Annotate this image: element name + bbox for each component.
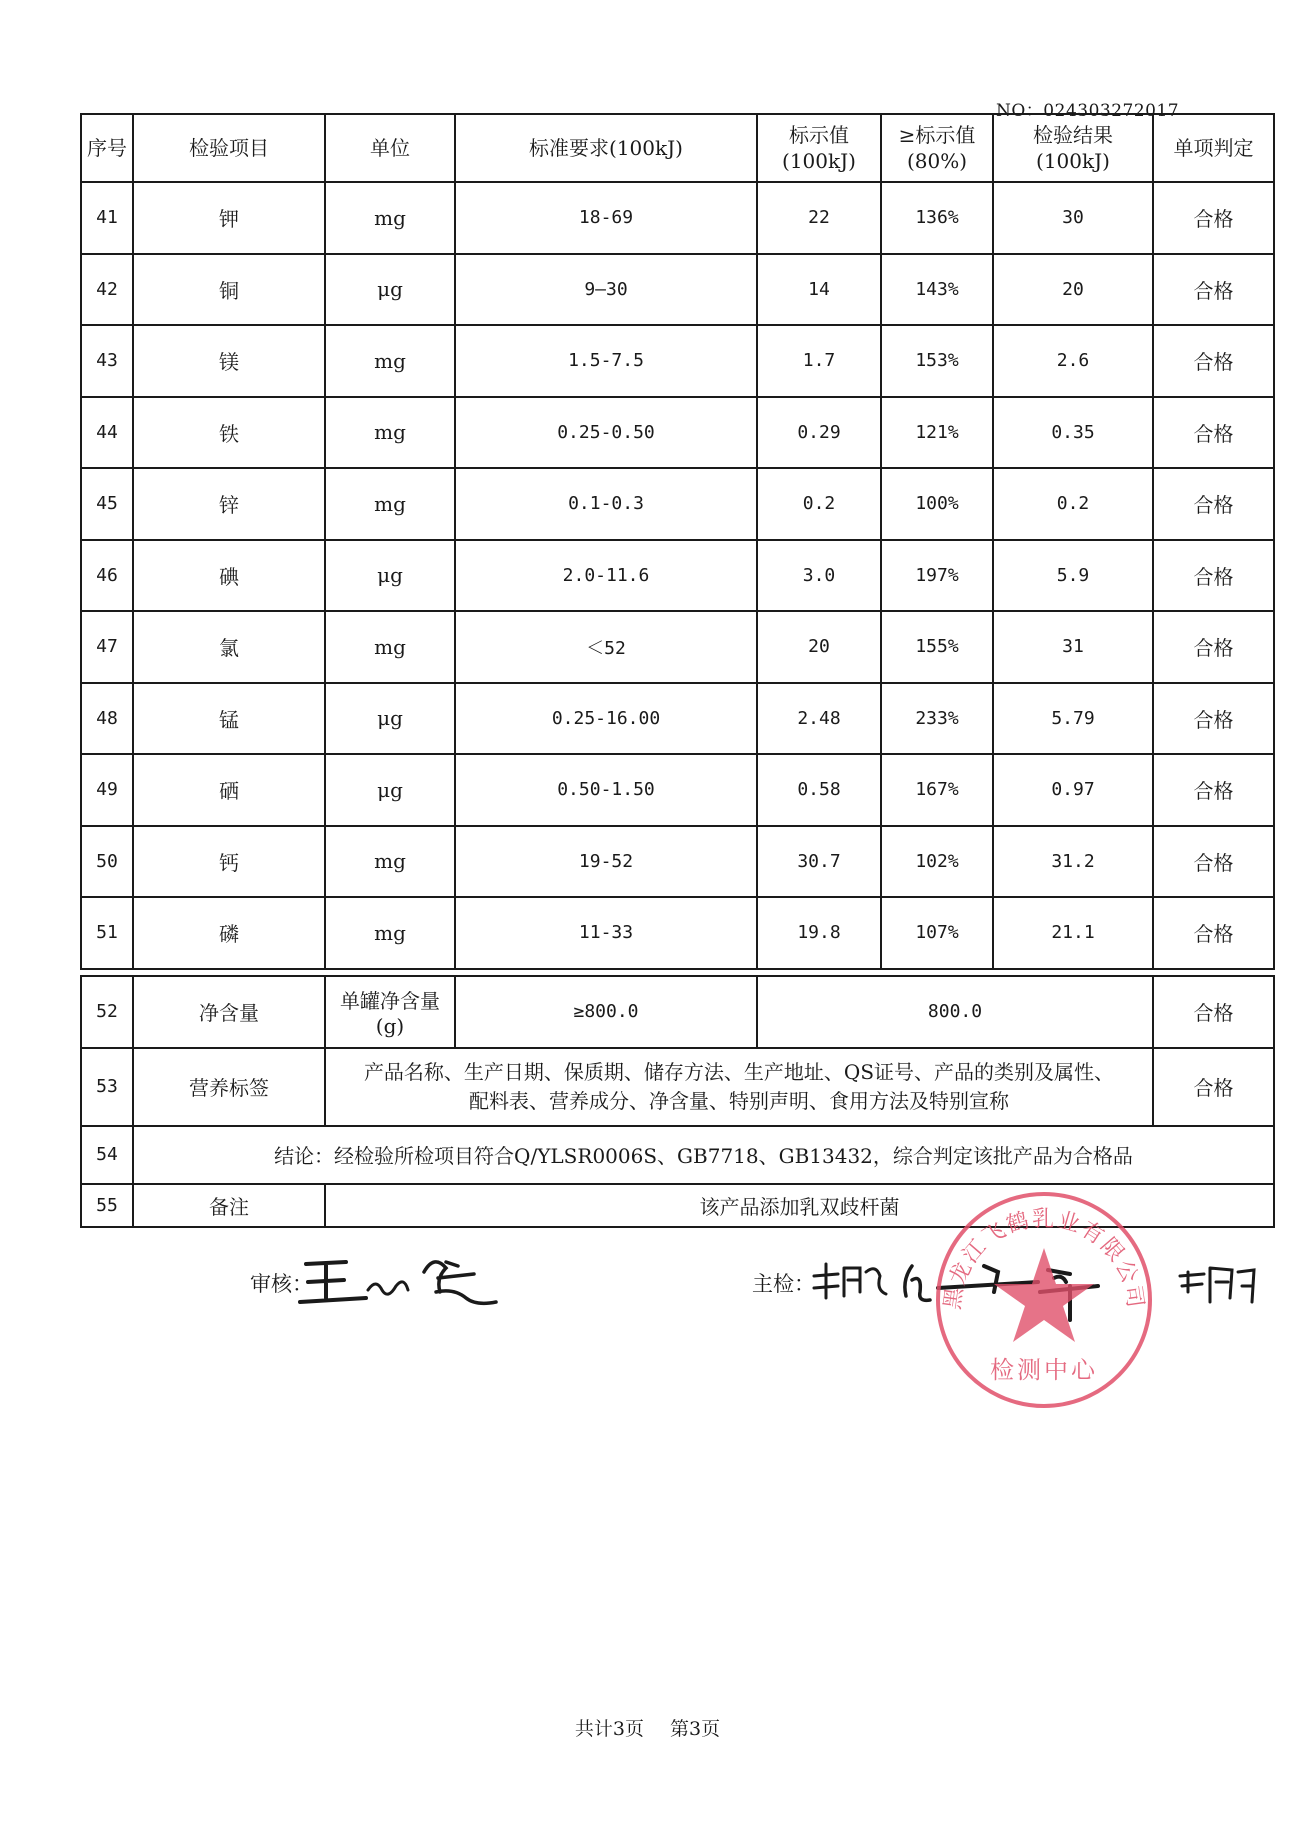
ratio-cell: 167% — [881, 754, 993, 826]
result-cell: 31.2 — [993, 826, 1153, 898]
label-value-cell: 0.29 — [757, 397, 881, 469]
seq-cell: 51 — [81, 897, 133, 969]
table-row — [81, 254, 1274, 326]
judgment-cell: 合格 — [1153, 754, 1274, 826]
current-page: 第3页 — [670, 1718, 721, 1740]
header-unit: 单位 — [325, 114, 455, 182]
seq-cell: 41 — [81, 182, 133, 254]
seq-cell: 50 — [81, 826, 133, 898]
header-seq: 序号 — [81, 114, 133, 182]
label-value-cell: 2.48 — [757, 683, 881, 755]
label-value-cell: 14 — [757, 254, 881, 326]
item-cell: 锰 — [133, 683, 325, 755]
table-row — [81, 754, 1274, 826]
header-item: 检验项目 — [133, 114, 325, 182]
unit-cell: μg — [325, 254, 455, 326]
table-row — [81, 397, 1274, 469]
ratio-cell: 233% — [881, 683, 993, 755]
standard-cell: 9—30 — [455, 254, 757, 326]
item-cell: 营养标签 — [133, 1048, 325, 1126]
ratio-cell: 121% — [881, 397, 993, 469]
label-requirements-line-1: 产品名称、生产日期、保质期、储存方法、生产地址、QS证号、产品的类别及属性、 — [363, 1059, 1115, 1084]
table-row-54 — [81, 1126, 1274, 1184]
seq-cell: 54 — [81, 1126, 133, 1184]
seq-cell: 45 — [81, 468, 133, 540]
table-row — [81, 468, 1274, 540]
unit-cell: μg — [325, 540, 455, 612]
judgment-cell: 合格 — [1153, 683, 1274, 755]
unit-cell: mg — [325, 897, 455, 969]
label-value-cell: 19.8 — [757, 897, 881, 969]
seq-cell: 47 — [81, 611, 133, 683]
page-footer — [0, 1714, 1295, 1741]
inspector-label: 主检： — [752, 1272, 815, 1296]
item-cell: 镁 — [133, 325, 325, 397]
item-cell: 净含量 — [133, 976, 325, 1048]
standard-cell: 0.50-1.50 — [455, 754, 757, 826]
header-label-value: 标示值(100kJ) — [757, 114, 881, 182]
ratio-cell: 143% — [881, 254, 993, 326]
ratio-cell: 153% — [881, 325, 993, 397]
label-requirements-cell — [325, 1048, 1153, 1126]
item-cell: 钙 — [133, 826, 325, 898]
result-cell: 5.79 — [993, 683, 1153, 755]
judgment-cell: 合格 — [1153, 397, 1274, 469]
seq-cell: 55 — [81, 1184, 133, 1227]
item-cell: 磷 — [133, 897, 325, 969]
table-row-53 — [81, 1048, 1274, 1126]
header-result: 检验结果(100kJ) — [993, 114, 1153, 182]
seq-cell: 46 — [81, 540, 133, 612]
judgment-cell: 合格 — [1153, 976, 1274, 1048]
standard-cell: 0.25-0.50 — [455, 397, 757, 469]
judgment-cell: 合格 — [1153, 897, 1274, 969]
header-standard: 标准要求(100kJ) — [455, 114, 757, 182]
result-cell: 2.6 — [993, 325, 1153, 397]
remark-cell: 该产品添加乳双歧杆菌 — [325, 1184, 1274, 1227]
seq-cell: 49 — [81, 754, 133, 826]
judgment-cell: 合格 — [1153, 540, 1274, 612]
ratio-cell: 136% — [881, 182, 993, 254]
label-value-cell: 22 — [757, 182, 881, 254]
standard-cell: 0.1-0.3 — [455, 468, 757, 540]
seq-cell: 44 — [81, 397, 133, 469]
table-row — [81, 540, 1274, 612]
table-row — [81, 826, 1274, 898]
judgment-cell: 合格 — [1153, 254, 1274, 326]
total-pages: 共计3页 — [574, 1718, 644, 1740]
table-row — [81, 683, 1274, 755]
result-cell: 0.35 — [993, 397, 1153, 469]
ratio-cell: 155% — [881, 611, 993, 683]
report-number: NO：024303272017 — [996, 101, 1180, 121]
standard-cell: 0.25-16.00 — [455, 683, 757, 755]
unit-cell: mg — [325, 182, 455, 254]
reviewer-label: 审核： — [250, 1272, 313, 1296]
unit-cell: 单罐净含量(g) — [325, 976, 455, 1048]
label-value-cell: 1.7 — [757, 325, 881, 397]
item-cell: 铁 — [133, 397, 325, 469]
result-cell: 30 — [993, 182, 1153, 254]
unit-cell: μg — [325, 683, 455, 755]
label-value-cell: 30.7 — [757, 826, 881, 898]
label-requirements-line-2: 配料表、营养成分、净含量、特别声明、食用方法及特别宣称 — [469, 1088, 1009, 1113]
item-cell: 钾 — [133, 182, 325, 254]
result-cell: 0.2 — [993, 468, 1153, 540]
ratio-cell: 107% — [881, 897, 993, 969]
result-cell: 800.0 — [757, 976, 1153, 1048]
standard-cell: 2.0-11.6 — [455, 540, 757, 612]
judgment-cell: 合格 — [1153, 468, 1274, 540]
standard-cell: 1.5-7.5 — [455, 325, 757, 397]
result-cell: 20 — [993, 254, 1153, 326]
item-cell: 铜 — [133, 254, 325, 326]
item-cell: 锌 — [133, 468, 325, 540]
label-value-cell: 20 — [757, 611, 881, 683]
ratio-cell: 102% — [881, 826, 993, 898]
standard-cell: 11-33 — [455, 897, 757, 969]
judgment-cell: 合格 — [1153, 1048, 1274, 1126]
judgment-cell: 合格 — [1153, 182, 1274, 254]
label-value-cell: 3.0 — [757, 540, 881, 612]
judgment-cell: 合格 — [1153, 325, 1274, 397]
seq-cell: 42 — [81, 254, 133, 326]
table-row — [81, 325, 1274, 397]
header-judgment: 单项判定 — [1153, 114, 1274, 182]
result-cell: 31 — [993, 611, 1153, 683]
unit-cell: mg — [325, 397, 455, 469]
unit-cell: mg — [325, 325, 455, 397]
seq-cell: 53 — [81, 1048, 133, 1126]
header-ge-label: ≥标示值(80%) — [881, 114, 993, 182]
table-row — [81, 182, 1274, 254]
label-value-cell: 0.2 — [757, 468, 881, 540]
item-cell: 硒 — [133, 754, 325, 826]
seal-star-icon — [994, 1248, 1094, 1342]
standard-cell: ≥800.0 — [455, 976, 757, 1048]
item-cell: 氯 — [133, 611, 325, 683]
judgment-cell: 合格 — [1153, 826, 1274, 898]
standard-cell: ＜52 — [455, 611, 757, 683]
seal-outer-text-path: 黑龙江飞鹤乳业有限公司 — [940, 1207, 1148, 1312]
table-row — [81, 611, 1274, 683]
result-cell: 21.1 — [993, 897, 1153, 969]
reviewer-signature — [296, 1252, 506, 1314]
table-header-row — [81, 114, 1274, 182]
seq-cell: 43 — [81, 325, 133, 397]
inspection-table — [80, 113, 1275, 1228]
table-row-52 — [81, 976, 1274, 1048]
unit-cell: mg — [325, 826, 455, 898]
unit-cell: mg — [325, 468, 455, 540]
section-separator — [81, 969, 1274, 976]
judgment-cell: 合格 — [1153, 611, 1274, 683]
conclusion-cell: 结论：经检验所检项目符合Q/YLSR0006S、GB7718、GB13432，综合判定该批产品为合格品 — [133, 1126, 1274, 1184]
item-cell: 碘 — [133, 540, 325, 612]
table-row — [81, 897, 1274, 969]
seq-cell: 52 — [81, 976, 133, 1048]
ratio-cell: 197% — [881, 540, 993, 612]
result-cell: 0.97 — [993, 754, 1153, 826]
result-cell: 5.9 — [993, 540, 1153, 612]
standard-cell: 18-69 — [455, 182, 757, 254]
inspection-seal — [930, 1186, 1158, 1414]
item-cell: 备注 — [133, 1184, 325, 1227]
standard-cell: 19-52 — [455, 826, 757, 898]
ratio-cell: 100% — [881, 468, 993, 540]
seq-cell: 48 — [81, 683, 133, 755]
unit-cell: μg — [325, 754, 455, 826]
item-rows — [81, 182, 1274, 969]
seal-inner-text: 检测中心 — [990, 1356, 1098, 1384]
label-value-cell: 0.58 — [757, 754, 881, 826]
unit-cell: mg — [325, 611, 455, 683]
